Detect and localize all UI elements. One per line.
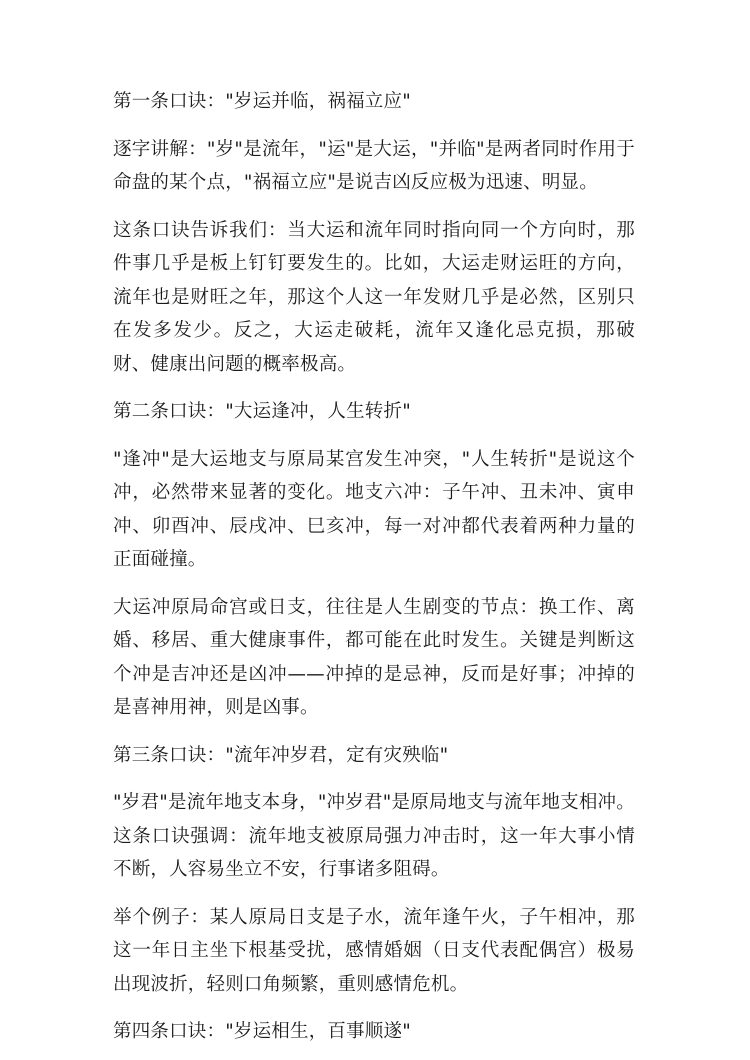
body-paragraph: 举个例子：某人原局日支是子水，流年逢午火，子午相冲，那这一年日主坐下根基受扰，感情婚姻（日支代表配偶宫）极易出现波折，轻则口角频繁，重则感情危机。	[113, 906, 635, 995]
body-paragraph: 大运冲原局命宫或日支，往往是人生剧变的节点：换工作、离婚、移居、重大健康事件，都可能在此时发生。关键是判断这个冲是吉冲还是凶冲——冲掉的是忌神，反而是好事；冲掉的是喜神用神，则是凶事。	[113, 596, 635, 718]
body-paragraph: "岁君"是流年地支本身，"冲岁君"是原局地支与流年地支相冲。这条口诀强调：流年地支被原局强力冲击时，这一年大事小情不断，人容易坐立不安，行事诸多阻碍。	[113, 792, 635, 880]
section-heading-2: 第二条口诀："大运逢冲，人生转折"	[113, 401, 411, 422]
body-paragraph: 逐字讲解："岁"是流年，"运"是大运，"并临"是两者同时作用于命盘的某个点，"祸福立应"是说吉凶反应极为迅速、明显。	[113, 138, 635, 193]
section-heading-3: 第三条口诀："流年冲岁君，定有灾殃临"	[113, 744, 449, 766]
section-heading-1: 第一条口诀："岁运并临，祸福立应"	[113, 91, 411, 112]
body-paragraph: "逢冲"是大运地支与原局某宫发生冲突，"人生转折"是说这个冲，必然带来显著的变化。地支六冲：子午冲、丑未冲、寅申冲、卯酉冲、辰戌冲、巳亥冲，每一对冲都代表着两种力量的正面碰撞。	[113, 448, 635, 570]
body-paragraph: 这条口诀告诉我们：当大运和流年同时指向同一个方向时，那件事几乎是板上钉钉要发生的。比如，大运走财运旺的方向，流年也是财旺之年，那这个人这一年发财几乎是必然，区别只在发多发少。反之，大运走破耗，流年又逢化忌克损，那破财、健康出问题的概率极高。	[113, 219, 635, 375]
section-heading-4: 第四条口诀："岁运相生，百事顺遂"	[113, 1021, 411, 1042]
document-page	[113, 85, 635, 1049]
